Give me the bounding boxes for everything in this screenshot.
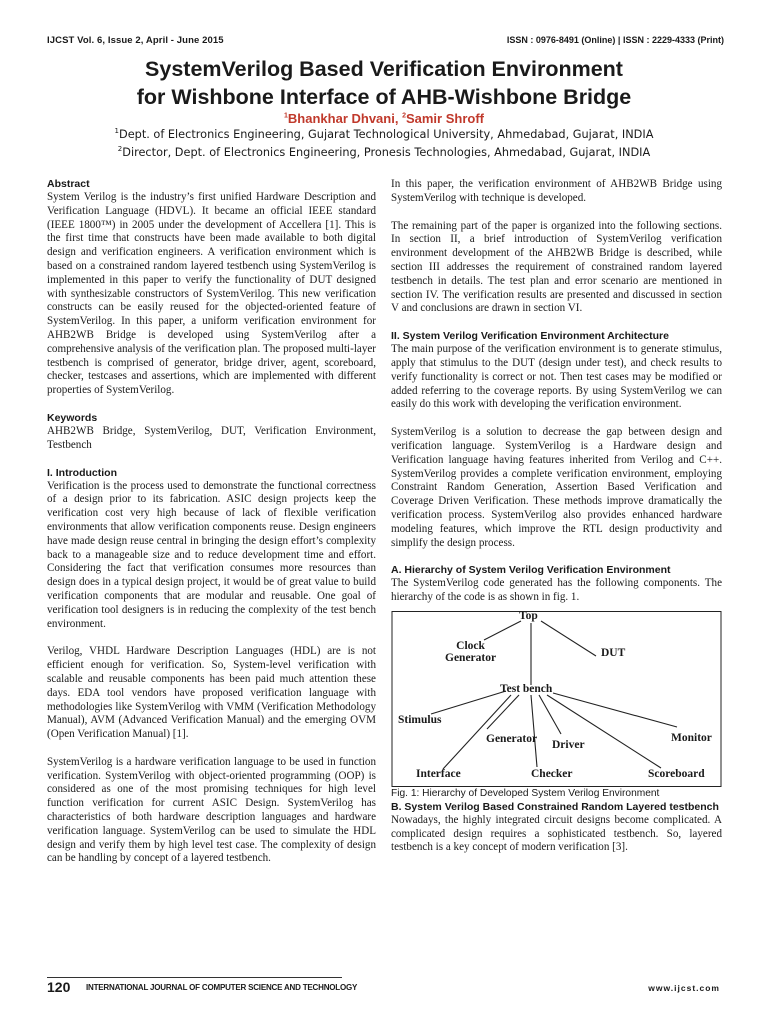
- figure-border: [392, 611, 721, 786]
- node-clock-line-1: Clock: [456, 639, 485, 652]
- section-b-heading: B. System Verilog Based Constrained Random Layered testbench: [391, 800, 719, 813]
- section-a-paragraph: The SystemVerilog code generated has the following components. The hierarchy of the code is as shown in fig. 1.: [391, 577, 722, 604]
- abstract-heading: Abstract: [47, 178, 90, 190]
- author-1-mark: 1: [284, 112, 288, 120]
- affiliation-1-mark: 1: [114, 127, 119, 136]
- node-dut: DUT: [601, 646, 626, 659]
- author-2: Samir Shroff: [405, 111, 484, 126]
- section-2-paragraph-1: The main purpose of the verification environment is to generate stimulus, apply that stimulus to the DUT (design under test), and check results to verify functionality is correct or not. Then test cases may be modified or added referring to the coverage reports. By using SystemVerilog we can easily do this work with developing the verification environment.: [391, 343, 722, 411]
- keywords-heading: Keywords: [47, 411, 98, 424]
- edge-tb-generator: [487, 695, 519, 729]
- running-header-left: IJCST Vol. 6, Issue 2, April - June 2015: [47, 35, 224, 46]
- author-2-mark: 2: [402, 112, 406, 120]
- affiliation-1-text: Dept. of Electronics Engineering, Gujarat Technological University, Ahmedabad, Gujarat, INDIA: [119, 128, 654, 141]
- page-number: 120: [47, 979, 71, 995]
- title-line-1: SystemVerilog Based Verification Environment: [145, 57, 623, 81]
- right-paragraph-1: In this paper, the verification environment of AHB2WB Bridge using SystemVerilog with technique is developed.: [391, 178, 722, 204]
- node-checker: Checker: [531, 767, 573, 780]
- edge-top-clock: [484, 621, 521, 640]
- keywords-text: AHB2WB Bridge, SystemVerilog, DUT, Verification Environment, Testbench: [47, 424, 376, 451]
- footer-rule: [47, 977, 342, 978]
- edge-tb-monitor: [553, 693, 677, 727]
- title-line-2: for Wishbone Interface of AHB-Wishbone Bridge: [136, 85, 632, 109]
- intro-paragraph-3: SystemVerilog is a hardware verification language to be used in function verification. SystemVerilog with object-oriented programming (OOP) is considered as one of the most promising techniques for high level function verification for current ASIC Design. SystemVerilog has characteristics of both hardware description languages and hardware verification language. SystemVerilog can be used to simulate the HDL design and verify them by high level test case. The complexity of design can be handling by concept of a layered testbench.: [47, 755, 376, 865]
- node-monitor: Monitor: [671, 731, 712, 744]
- edge-tb-driver: [539, 695, 561, 734]
- edge-top-dut: [541, 621, 596, 656]
- node-interface: Interface: [416, 767, 461, 780]
- edge-tb-stimulus: [431, 691, 506, 714]
- node-clock-line-2: Generator: [445, 651, 497, 664]
- node-clock-generator: [445, 640, 496, 664]
- affiliation-2-text: Director, Dept. of Electronics Engineering, Pronesis Technologies, Ahmedabad, Gujarat, INDIA: [122, 146, 651, 159]
- author-list: [0, 111, 768, 126]
- section-a-heading: A. Hierarchy of System Verilog Verification Environment: [391, 564, 671, 577]
- journal-website: www.ijcst.com: [648, 983, 720, 993]
- section-b-paragraph: Nowadays, the highly integrated circuit designs become complicated. A complicated design requires a sophisticated testbench. So, layered testbench is a key concept of modern verification [3].: [391, 813, 722, 854]
- node-generator: Generator: [486, 732, 538, 745]
- hierarchy-diagram-lines: [391, 611, 722, 787]
- figure-caption: Fig. 1: Hierarchy of Developed System Verilog Environment: [391, 787, 660, 799]
- right-paragraph-2: The remaining part of the paper is organized into the following sections. In section II, a brief introduction of SystemVerilog verification environment development of the AHB2WB Bridge is described, while section III addresses the requirement of constrained random layered testbench in details. The test plan and error scenario are mentioned in section IV. The verification results are presented and discussed in section V and conclusions are drawn in section VI.: [391, 219, 722, 315]
- abstract-text: System Verilog is the industry’s first unified Hardware Description and Verification Language (HDVL). It became an official IEEE standard (IEEE 1800™) in 2005 under the development of Accellera [1]. This is the first time that constructs have been made available to both digital design and verification engineers. A verification environment which is based on a constrained random layered testbench using SystemVerilog is implemented in this paper to verify the functionality of DUT designed with synthesizable constructors of SystemVerilog. This new verification constructs can be easily reused for the objected-oriented feature of SystemVerilog. In this paper, a uniform verification environment for AHB2WB Bridge is developed using SystemVerilog after a comprehensive analysis of the verification plan. The proposed multi-layer testbench is comprised of generator, bridge driver, agent, scoreboard, checker, testcases and assertions, which are implemented with different properties of SystemVerilog.: [47, 191, 376, 397]
- left-column: [47, 178, 376, 866]
- intro-paragraph-1: Verification is the process used to demonstrate the functional correctness of a design prior to its fabrication. ASIC design projects keep the verification cost very high because of lack of flexible verification environments that allow verification components reuse. Design engineers have made design reuse central in bringing the design effort’s complexity back to a manageable size and to reduce development time and effort. Considering the fact that verification consumes more resources than design does in a typical design project, it would be of great value to build verification components that are modular and reusable. One goal of verification tool designers is in reducing the complexity of the test bench environment.: [47, 479, 376, 630]
- journal-name: INTERNATIONAL JOURNAL OF COMPUTER SCIENCE AND TECHNOLOGY: [86, 983, 358, 992]
- node-test-bench: Test bench: [500, 682, 553, 695]
- intro-paragraph-2: Verilog, VHDL Hardware Description Languages (HDL) are is not efficient enough for verification. So, System-level verification with scalable and reusable components has been paid much attention these days. EDA tool vendors have proposed verification language with methodologies like SystemVerilog with VMM (Verification Methodology Manual), AVM (Advanced Verification Manual) and the emerging OVM (Open Verification Manual) [1].: [47, 645, 376, 741]
- affiliation-2: [0, 146, 768, 159]
- section-2-paragraph-2: SystemVerilog is a solution to decrease the gap between design and verification language. SystemVerilog is a Hardware design and Verification language having features inherited from Verilog and C++. SystemVerilog provides a complete verification environment, employing Constraint Random Generation, Assertion Based Verification and Coverage Driven Verification. These methods improve dramatically the verification process. SystemVerilog also provides enhanced hardware modeling features, which improve the RTL design productivity and simplify the design process.: [391, 426, 722, 549]
- section-2-heading: II. System Verilog Verification Environment Architecture: [391, 330, 669, 343]
- node-stimulus: Stimulus: [398, 713, 442, 726]
- affiliation-2-mark: 2: [117, 145, 123, 154]
- edge-tb-checker: [531, 695, 537, 767]
- hierarchy-figure: [391, 611, 722, 787]
- author-1: Bhankhar Dhvani,: [287, 111, 403, 126]
- edge-tb-interface: [443, 695, 511, 769]
- affiliation-1: [0, 128, 768, 141]
- introduction-heading: I. Introduction: [47, 466, 117, 479]
- edge-tb-scoreboard: [547, 695, 661, 768]
- node-top: Top: [519, 609, 538, 622]
- node-driver: Driver: [552, 738, 585, 751]
- paper-title: [0, 55, 768, 111]
- right-column: [391, 178, 722, 855]
- node-scoreboard: Scoreboard: [648, 767, 705, 780]
- running-header-right: ISSN : 0976-8491 (Online) | ISSN : 2229-4333 (Print): [506, 35, 724, 45]
